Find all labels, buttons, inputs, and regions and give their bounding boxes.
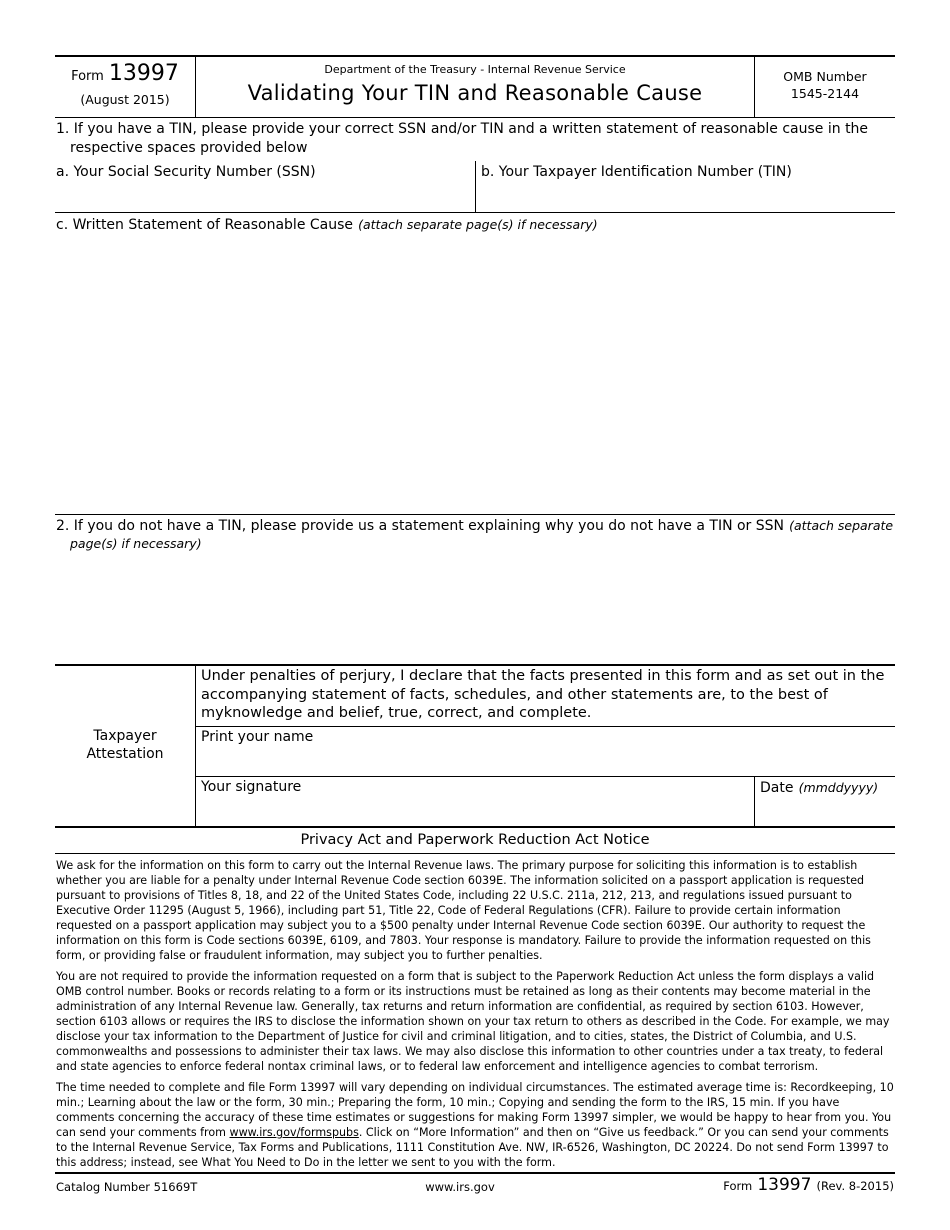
taxpayer-attestation-label [55, 727, 195, 763]
title-block [196, 62, 754, 108]
agency-name: Department of the Treasury - Internal Revenue Service [324, 63, 626, 76]
no-tin-field[interactable] [55, 515, 895, 663]
ssn-label: a. Your Social Security Number (SSN) [56, 164, 316, 180]
catalog-number: Catalog Number 51669T [56, 1180, 198, 1194]
notice-paragraph-1: We ask for the information on this form to carry out the Internal Revenue laws. The primary purpose for soliciting this information is to establish whether you are liable for a penalty under Internal Revenue Code section 6039E. The information solicited on a passport application is requested pursuant to provisions of Titles 8, 18, and 22 of the United States Code, including 22 U.S.C. 211a, 212, 213, and regulations issued pursuant to Executive Order 11295 (August 5, 1966), including part 51, Title 22, Code of Federal Regulations (CFR). Failure to provide certain information requested on a passport application may subject you to a $500 penalty under Internal Revenue Code section 6039E. Our authority to request the information on this form is Code sections 6039E, 6109, and 7803. Your response is mandatory. Failure to provide the information requested on this form, or providing false or fraudulent information, may subject you to further penalties. [56, 859, 871, 962]
date-heading [760, 778, 878, 797]
signature-label: Your signature [201, 779, 302, 795]
section1-instruction-line2: respective spaces provided below [70, 140, 308, 156]
print-name-field[interactable] [196, 727, 895, 775]
notice-paragraph-3 [56, 1080, 894, 1170]
notice-body [56, 858, 894, 1176]
declaration-line-3: myknowledge and belief, true, correct, and complete. [201, 705, 592, 721]
no-tin-instruction-note-a: (attach separate [789, 518, 894, 533]
attestation-side-label-2: Attestation [86, 746, 164, 762]
form-number-block [55, 60, 195, 109]
tin-field[interactable] [476, 161, 895, 212]
date-format-hint: (mmddyyyy) [798, 780, 879, 795]
irs-website: www.irs.gov [425, 1180, 495, 1194]
attestation-side-label-1: Taxpayer [93, 728, 157, 744]
no-tin-instruction-note-b: page(s) if necessary) [70, 536, 202, 551]
omb-block [755, 68, 895, 102]
declaration-line-2: accompanying statement of facts, schedules, and other statements are, to the best of [201, 686, 828, 703]
reasonable-cause-heading [56, 214, 598, 235]
reasonable-cause-note: (attach separate page(s) if necessary) [358, 217, 598, 232]
form-number: 13997 [108, 61, 179, 86]
footer-revision: (Rev. 8-2015) [816, 1179, 894, 1193]
reasonable-cause-label: c. Written Statement of Reasonable Cause [56, 217, 354, 233]
attestation-bottom-rule [55, 826, 895, 828]
notice-paragraph-3-b: . Click on “More Information” and then on “Give us feedback.” Or you can send your comments to the Internal Revenue Service, Tax Forms and Publications, 1111 Constitution Ave. NW, IR-6526, Washington, DC 20224. Do not send Form 13997 to this address; instead, see What You Need to Do in the letter we sent to you with the form. [56, 1126, 889, 1169]
date-field[interactable] [755, 777, 895, 826]
footer-form-label: Form [723, 1179, 753, 1193]
no-tin-instruction-main: 2. If you do not have a TIN, please provide us a statement explaining why you do not have a TIN or SSN [56, 518, 785, 534]
ssn-field[interactable] [55, 161, 475, 212]
notice-paragraph-2: You are not required to provide the information requested on a form that is subject to the Paperwork Reduction Act unless the form displays a valid OMB control number. Books or records relating to a form or its instructions must be retained as long as their contents may become material in the administration of any Internal Revenue law. Generally, tax returns and return information are confidential, as required by section 6103. However, section 6103 allows or requires the IRS to disclose the information shown on your tax return to others as described in the Code. For example, we may disclose your tax information to the Department of Justice for civil and criminal litigation, and to cities, states, the District of Columbia, and U.S. commonwealths and possessions to administer their tax laws. We may also disclose this information to other countries under a tax treaty, to federal and state agencies to enforce federal nontax criminal laws, or to federal law enforcement and intelligence agencies to combat terrorism. [56, 970, 890, 1073]
reasonable-cause-field[interactable] [55, 213, 895, 514]
perjury-declaration [201, 667, 891, 723]
section1-instruction [56, 120, 894, 158]
declaration-line-1: Under penalties of perjury, I declare that the facts presented in this form and as set out in the [201, 668, 885, 684]
notice-title-rule [55, 853, 895, 854]
attestation-top-rule [55, 664, 895, 666]
footer-form-number: 13997 [757, 1175, 812, 1195]
header-top-rule [55, 55, 895, 57]
no-tin-instruction [56, 516, 894, 553]
formspubs-link[interactable]: www.irs.gov/formspubs [229, 1126, 359, 1139]
form-label: Form [71, 69, 104, 84]
footer-form-id [723, 1174, 894, 1197]
notice-title: Privacy Act and Paperwork Reduction Act Notice [300, 832, 650, 848]
omb-number: 1545-2144 [790, 86, 860, 101]
page-title: Validating Your TIN and Reasonable Cause [247, 81, 703, 105]
print-name-label: Print your name [201, 729, 314, 745]
tin-label: b. Your Taxpayer Identification Number (TIN) [481, 164, 792, 180]
header-bottom-rule [55, 117, 895, 118]
signature-field[interactable] [196, 777, 754, 826]
form-date: (August 2015) [80, 92, 170, 107]
date-label: Date [760, 780, 794, 796]
omb-label: OMB Number [783, 69, 867, 84]
notice-paragraph-3-a: The time needed to complete and file Form 13997 will vary depending on individual circumstances. The estimated average time is: Recordkeeping, 10 min.; Learning about the law or the form, 30 min.; Preparing the form, 10 min.; Copying and sending the form to the IRS, 15 min. If you have comments concerning the accuracy of these time estimates or suggestions for making Form 13997 simpler, we would be happy to hear from you. You can send your comments from [56, 1081, 894, 1139]
section1-instruction-line1: 1. If you have a TIN, please provide your correct SSN and/or TIN and a written statement of reasonable cause in the [56, 121, 869, 137]
